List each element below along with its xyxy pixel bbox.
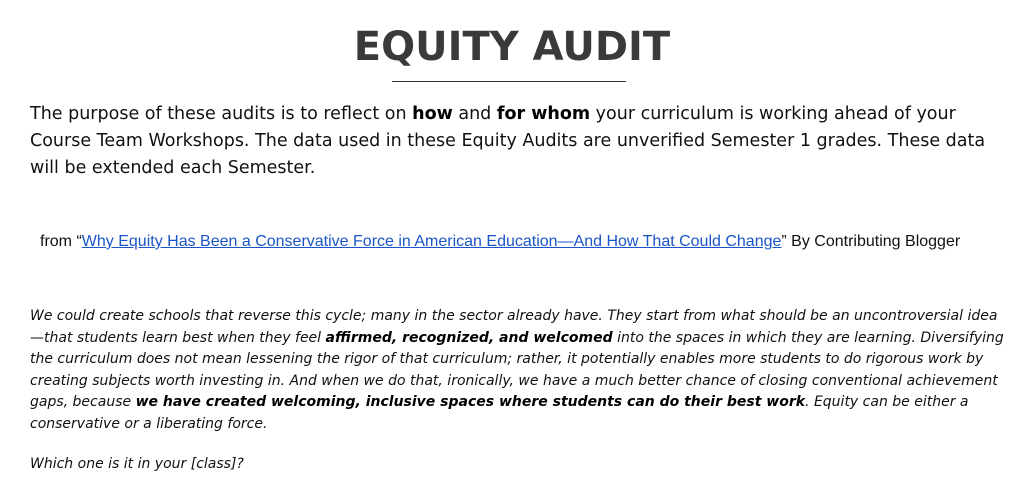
title-underline [392, 81, 626, 82]
intro-bold-how: how [412, 104, 453, 124]
source-suffix: ” By Contributing Blogger [781, 233, 961, 250]
quote-text-1: We could create schools that reverse this cycle; many in the sector already have. They start from what should be an uncontroversial idea—that students learn best when they feel [30, 308, 998, 346]
intro-text-1: The purpose of these audits is to reflect on [30, 104, 413, 124]
intro-bold-for-whom: for whom [496, 104, 591, 124]
intro-text-2: and [452, 104, 497, 124]
quote-paragraph [30, 306, 1005, 435]
source-article-link[interactable]: Why Equity Has Been a Conservative Force in American Education—And How That Could Change [81, 233, 782, 250]
intro-paragraph [30, 101, 1005, 182]
page-title: EQUITY AUDIT [353, 24, 671, 70]
quote-bold-affirmed: affirmed, recognized, and welcomed [325, 329, 613, 346]
source-prefix: from “ [40, 233, 82, 250]
quote-bold-welcoming: we have created welcoming, inclusive spaces where students can do their best work [135, 394, 806, 410]
closing-question: Which one is it in your [class]? [30, 456, 244, 472]
source-citation [40, 230, 990, 253]
quote-text-2: into the spaces in which they are learning. Diversifying the curriculum does not mean lessening the rigor of that curriculum; rather, it potentially enables more students to do rigorous work by creating subjects worth investing in. And when we do that, ironically, we have a much better chance of closing conventional achievement gaps, because [30, 329, 1004, 410]
quote-text-3: . Equity can be either a conservative or a liberating force. [30, 394, 969, 432]
intro-text-3: your curriculum is working ahead of your Course Team Workshops. The data used in these Equity Audits are unverified Semester 1 grades. These data will be extended each Semester. [30, 104, 986, 178]
